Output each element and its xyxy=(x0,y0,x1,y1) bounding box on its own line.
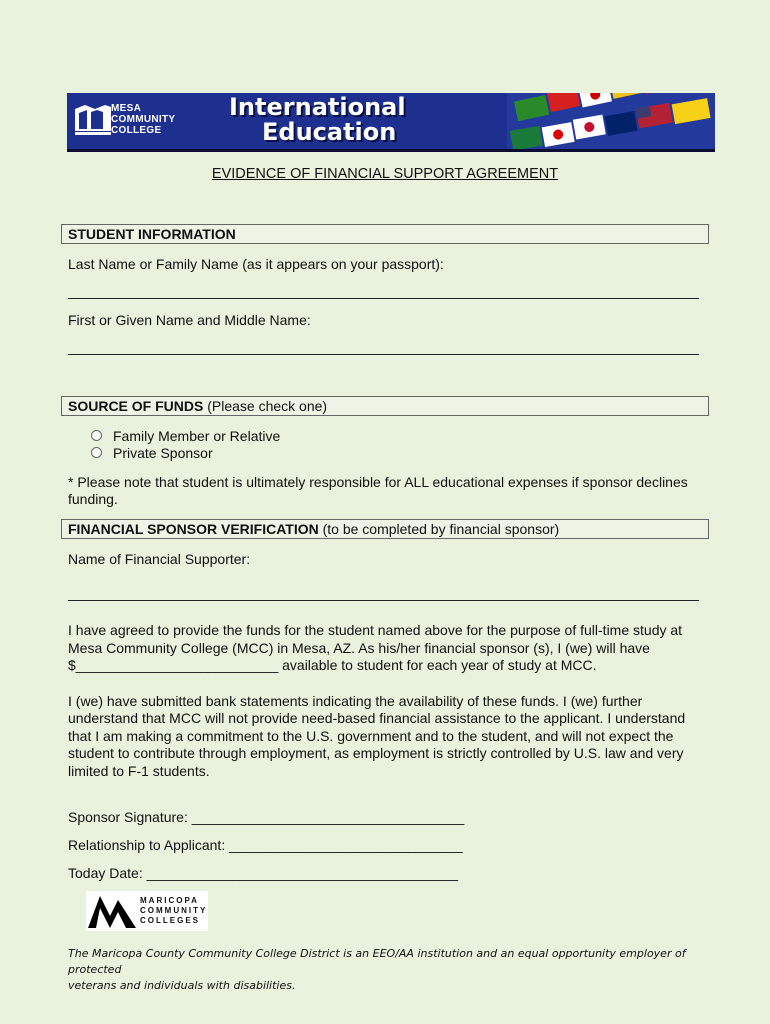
sponsor-signature-field[interactable]: Sponsor Signature: ___________________________________ xyxy=(68,809,465,825)
student-information-heading: STUDENT INFORMATION xyxy=(68,226,236,242)
financial-supporter-label: Name of Financial Supporter: xyxy=(68,551,251,567)
responsibility-note-line1: * Please note that student is ultimately responsible for ALL educational expenses if sponsor declines xyxy=(68,474,688,490)
financial-supporter-field[interactable] xyxy=(68,600,699,601)
first-name-field[interactable] xyxy=(68,354,699,355)
footer-line1: The Maricopa County Community College District is an EEO/AA institution and an equal opportunity employer of protected xyxy=(68,947,686,976)
source-of-funds-heading: SOURCE OF FUNDS xyxy=(68,398,204,414)
first-name-label: First or Given Name and Middle Name: xyxy=(68,312,311,328)
last-name-label: Last Name or Family Name (as it appears on your passport): xyxy=(68,256,444,272)
private-sponsor-radio[interactable] xyxy=(91,447,102,458)
agreement-para1-line1: I have agreed to provide the funds for the student named above for the purpose of full-time study at xyxy=(68,622,683,638)
footer-line2: veterans and individuals with disabilities. xyxy=(68,979,296,992)
agreement-para1-line3: $__________________________ available to student for each year of study at MCC. xyxy=(68,657,597,673)
college-line2: COMMUNITY xyxy=(111,114,176,125)
maricopa-line2: COMMUNITY xyxy=(140,906,208,915)
sponsor-verification-heading: FINANCIAL SPONSOR VERIFICATION xyxy=(68,521,319,537)
last-name-field[interactable] xyxy=(68,298,699,299)
agreement-para2-line5: limited to F-1 students. xyxy=(68,763,210,779)
world-flags-icon xyxy=(507,93,715,149)
agreement-para2-line1: I (we) have submitted bank statements indicating the availability of these funds. I (we) further xyxy=(68,693,643,709)
agreement-para2-line3: that I am making a commitment to the U.S. government and to the student, and will not expect the xyxy=(68,728,674,744)
agreement-para2-line2: understand that MCC will not provide need-based financial assistance to the applicant. I understand xyxy=(68,710,686,726)
maricopa-line1: MARICOPA xyxy=(140,896,199,905)
private-sponsor-label: Private Sponsor xyxy=(113,445,213,461)
banner-title-line1: International xyxy=(229,93,406,121)
banner-title-line2: Education xyxy=(262,118,397,146)
college-line1: MESA xyxy=(111,103,142,114)
sponsor-verification-header xyxy=(61,519,709,539)
mcc-wordmark xyxy=(111,103,175,136)
agreement-para1-line2: Mesa Community College (MCC) in Mesa, AZ. As his/her financial sponsor (s), I (we) will have xyxy=(68,640,650,656)
eeo-footer xyxy=(68,946,718,994)
college-line3: COLLEGE xyxy=(111,125,162,136)
responsibility-note-line2: funding. xyxy=(68,491,118,507)
header-banner xyxy=(67,93,715,152)
relationship-field[interactable]: Relationship to Applicant: ______________________________ xyxy=(68,837,463,853)
family-member-label: Family Member or Relative xyxy=(113,428,281,444)
source-of-funds-note: (Please check one) xyxy=(203,398,328,414)
agreement-para2-line4: student to contribute through employment, as employment is strictly controlled by U.S. law and very xyxy=(68,745,684,761)
maricopa-logo xyxy=(86,891,208,931)
today-date-field[interactable]: Today Date: ________________________________________ xyxy=(68,865,459,881)
maricopa-m-icon xyxy=(88,894,136,928)
student-information-header xyxy=(61,224,709,244)
family-member-radio[interactable] xyxy=(91,430,102,441)
maricopa-line3: COLLEGES xyxy=(140,916,201,925)
maricopa-wordmark xyxy=(140,896,207,926)
source-of-funds-header xyxy=(61,396,709,416)
document-title: EVIDENCE OF FINANCIAL SUPPORT AGREEMENT xyxy=(211,166,559,182)
sponsor-verification-note: (to be completed by financial sponsor) xyxy=(318,521,560,537)
